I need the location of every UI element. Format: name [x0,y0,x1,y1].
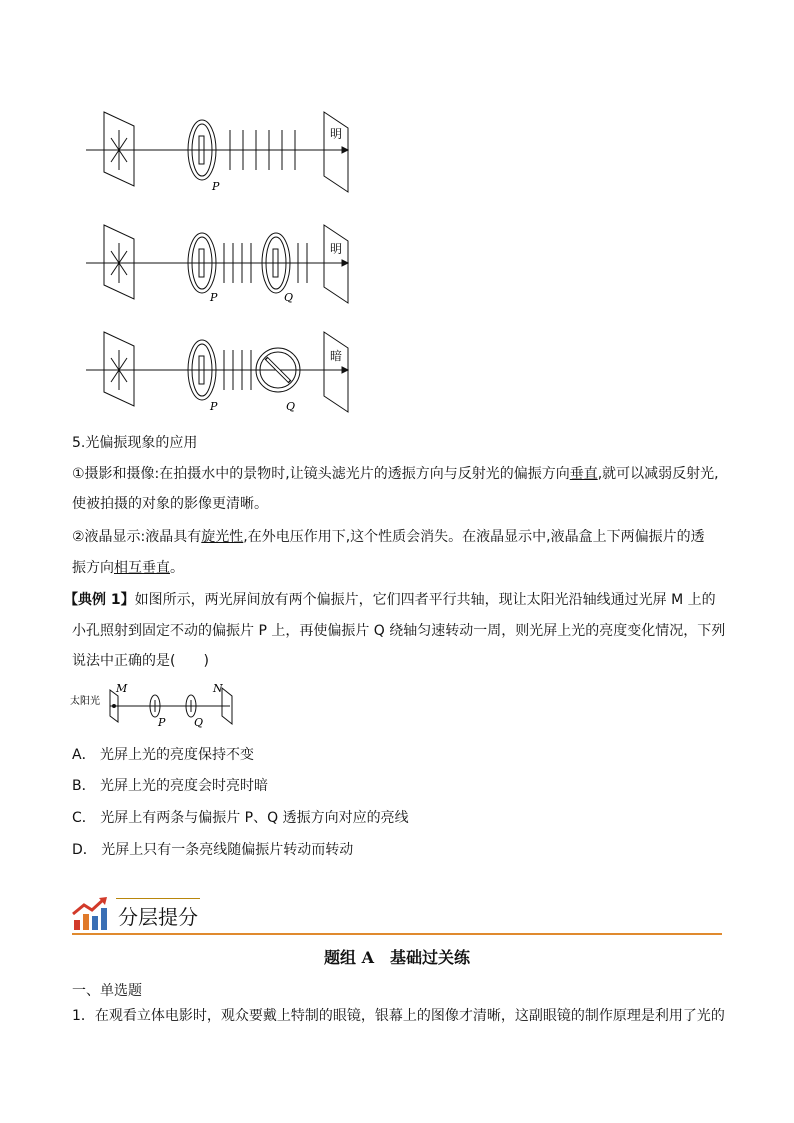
screen-label: 暗 [330,349,343,363]
banner-underline [72,933,722,935]
n-label: N [213,682,223,695]
q-label: Q [194,716,204,729]
paragraph-lcd: ②液晶显示:液晶具有旋光性,在外电压作用下,这个性质会消失。在液晶显示中,液晶盒上下两偏振片的透 [72,529,705,545]
q-label: Q [284,291,294,304]
sunlight-label: 太阳光 [70,696,100,707]
paragraph-lcd-cont: 振方向相互垂直。 [72,560,184,576]
option-d: D． 光屏上只有一条亮线随偏振片转动而转动 [72,842,354,858]
polarization-diagram-2 [80,215,360,305]
example-figure [70,682,250,730]
example-question-line2: 小孔照射到固定不动的偏振片 P 上，再使偏振片 Q 绕轴匀速转动一周，则光屏上光的亮度变化情况，下列 [72,623,726,639]
section-heading: 一、单选题 [72,983,142,999]
p-label: P [212,180,220,193]
natural-light-star [107,350,131,390]
growth-chart-icon [70,896,110,932]
arrowhead [342,147,348,153]
p-label: P [210,291,218,304]
p-label: P [158,716,166,729]
option-b: B． 光屏上光的亮度会时亮时暗 [72,778,269,794]
screen-label: 明 [330,242,343,256]
group-title: 题组 A 基础过关练 [324,948,470,967]
natural-light-star [107,130,131,170]
banner-top-rule [116,898,200,899]
example-question-line3: 说法中正确的是( ) [72,653,209,669]
example-tag: 【典例 1】 [64,592,135,608]
q-label: Q [286,400,296,413]
question-1: 1．在观看立体电影时，观众要戴上特制的眼镜，银幕上的图像才清晰，这副眼镜的制作原理是利用了光的 [72,1008,725,1024]
banner-title: 分层提分 [118,905,198,929]
p-label: P [210,400,218,413]
section-title: 5.光偏振现象的应用 [72,435,198,451]
m-label: M [116,682,128,695]
option-c: C． 光屏上有两条与偏振片 P、Q 透振方向对应的亮线 [72,810,409,826]
example-question: 【典例 1】如图所示，两光屏间放有两个偏振片，它们四者平行共轴，现让太阳光沿轴线通过光屏 M 上的 [64,592,716,608]
polarization-diagram-3 [80,322,360,414]
paragraph-photography: ①摄影和摄像:在拍摄水中的景物时,让镜头滤光片的透振方向与反射光的偏振方向垂直,就可以减弱反射光, [72,466,719,482]
option-a: A． 光屏上光的亮度保持不变 [72,747,255,763]
paragraph-photography-cont: 使被拍摄的对象的影像更清晰。 [72,496,268,512]
screen-label: 明 [330,127,343,141]
natural-light-star [107,243,131,283]
polarization-diagram-1 [80,108,360,193]
